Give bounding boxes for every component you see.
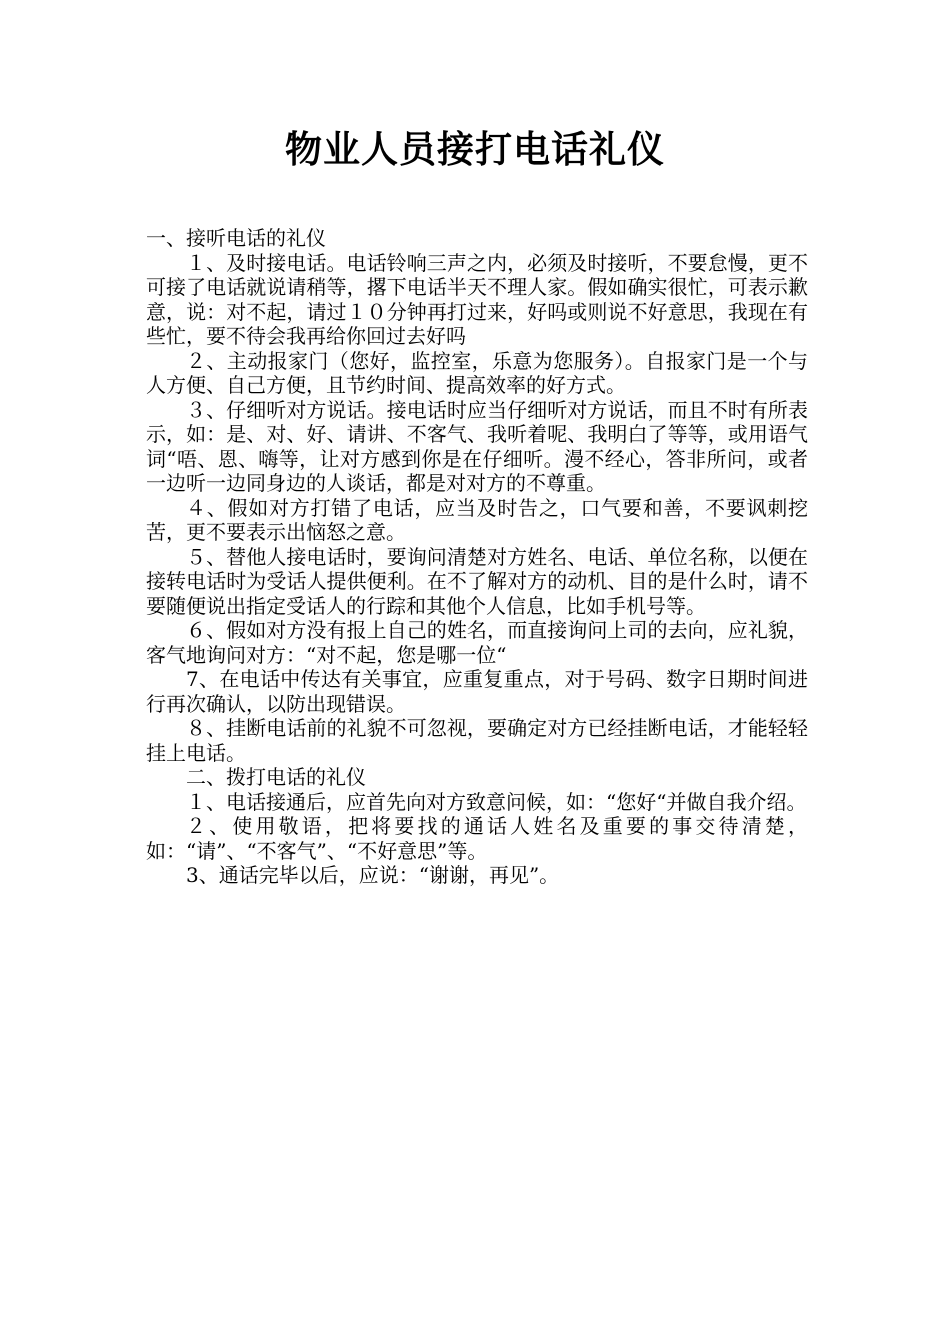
document-title: 物业人员接打电话礼仪 (285, 128, 665, 171)
paragraph-answer-8: ８、挂断电话前的礼貌不可忽视，要确定对方已经挂断电话，才能轻轻挂上电话。 (146, 716, 808, 765)
section-heading-answering: 一、接听电话的礼仪 (146, 226, 326, 250)
section-heading-calling: 二、拨打电话的礼仪 (186, 765, 366, 789)
paragraph-call-2: ２、使用敬语，把将要找的通话人姓名及重要的事交待清楚，如：“请”、“不客气”、“不好意思”等。 (146, 814, 808, 863)
paragraph-answer-3: ３、仔细听对方说话。接电话时应当仔细听对方说话，而且不时有所表示，如：是、对、好、请讲、不客气、我听着呢、我明白了等等，或用语气词“唔、恩、嗨等，让对方感到你是在仔细听。漫不经心，答非所问，或者一边听一边同身边的人谈话，都是对对方的不尊重。 (146, 397, 808, 495)
paragraph-answer-2: ２、主动报家门（您好，监控室，乐意为您服务）。自报家门是一个与人方便、自己方便，且节约时间、提高效率的好方式。 (146, 348, 808, 397)
paragraph-answer-6: ６、假如对方没有报上自己的姓名，而直接询问上司的去向，应礼貌，客气地询问对方：“对不起，您是哪一位“ (146, 618, 808, 667)
paragraph-call-1: １、电话接通后，应首先向对方致意问候，如：“您好“并做自我介绍。 (186, 789, 807, 814)
paragraph-answer-7: 7、在电话中传达有关事宜，应重复重点，对于号码、数字日期时间进行再次确认，以防出现错误。 (146, 667, 808, 716)
document-body (146, 226, 808, 888)
paragraph-answer-1: １、及时接电话。电话铃响三声之内，必须及时接听，不要怠慢，更不可接了电话就说请稍等，撂下电话半天不理人家。假如确实很忙，可表示歉意，说：对不起，请过１０分钟再打过来，好吗或则说不好意思，我现在有些忙，要不待会我再给你回过去好吗 (146, 250, 808, 348)
paragraph-answer-4: ４、假如对方打错了电话，应当及时告之，口气要和善，不要讽刺挖苦，更不要表示出恼怒之意。 (146, 495, 808, 544)
paragraph-call-3: 3、通话完毕以后，应说：“谢谢，再见”。 (186, 863, 560, 887)
paragraph-answer-5: ５、替他人接电话时，要询问清楚对方姓名、电话、单位名称，以便在接转电话时为受话人提供便利。在不了解对方的动机、目的是什么时，请不要随便说出指定受话人的行踪和其他个人信息，比如手机号等。 (146, 544, 808, 618)
